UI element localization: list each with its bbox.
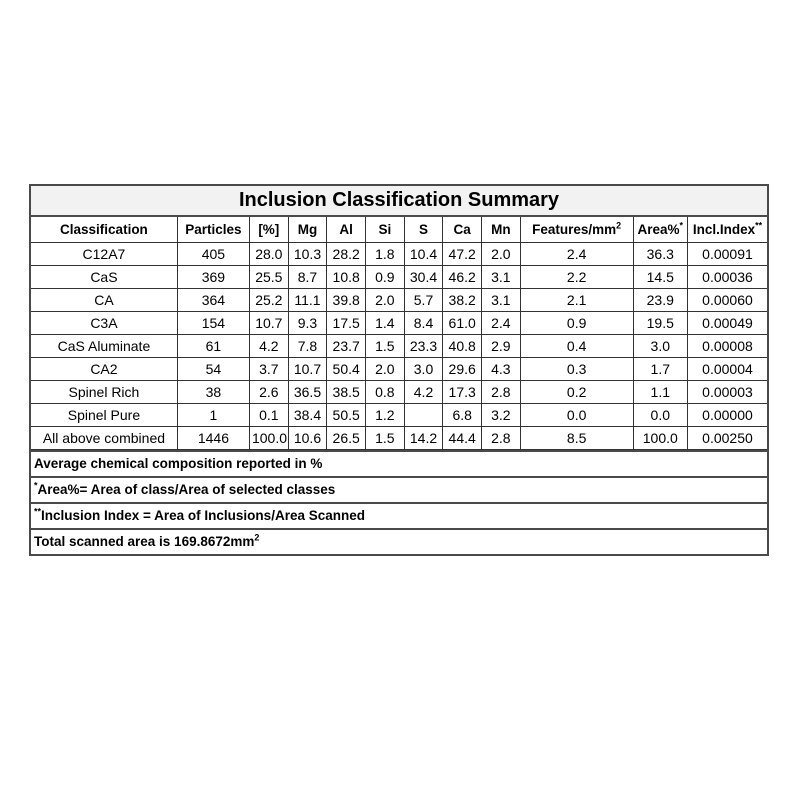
cell-mn: 3.1 — [482, 289, 521, 312]
cell-mn: 2.0 — [482, 243, 521, 266]
cell-si: 1.2 — [366, 404, 405, 427]
cell-si: 2.0 — [366, 289, 405, 312]
cell-si: 1.4 — [366, 312, 405, 335]
cell-percent: 25.5 — [249, 266, 288, 289]
header-incl-mark: ** — [755, 220, 763, 231]
cell-classification: CA — [31, 289, 177, 312]
cell-ca: 47.2 — [443, 243, 482, 266]
cell-incl-index: 0.00036 — [687, 266, 767, 289]
cell-al: 50.4 — [327, 358, 366, 381]
cell-percent: 2.6 — [249, 381, 288, 404]
cell-incl-index: 0.00008 — [687, 335, 767, 358]
inclusion-summary-table — [29, 184, 769, 556]
cell-incl-index: 0.00003 — [687, 381, 767, 404]
cell-area-percent: 36.3 — [633, 243, 687, 266]
cell-area-percent: 1.1 — [633, 381, 687, 404]
cell-classification: Spinel Pure — [31, 404, 177, 427]
header-ca: Ca — [443, 217, 482, 243]
cell-s: 8.4 — [404, 312, 443, 335]
cell-particles: 1446 — [177, 427, 249, 450]
notes-section — [31, 450, 767, 554]
cell-si: 1.8 — [366, 243, 405, 266]
cell-particles: 61 — [177, 335, 249, 358]
header-incl-index — [687, 217, 767, 243]
cell-s: 14.2 — [404, 427, 443, 450]
cell-area-percent: 23.9 — [633, 289, 687, 312]
cell-s: 3.0 — [404, 358, 443, 381]
cell-ca: 38.2 — [443, 289, 482, 312]
header-features-label: Features/mm — [532, 222, 617, 237]
cell-si: 0.8 — [366, 381, 405, 404]
cell-mg: 9.3 — [288, 312, 327, 335]
cell-features-per-mm2: 2.2 — [520, 266, 633, 289]
table-row — [31, 312, 767, 335]
cell-si: 1.5 — [366, 427, 405, 450]
table-row — [31, 381, 767, 404]
cell-classification: Spinel Rich — [31, 381, 177, 404]
cell-al: 38.5 — [327, 381, 366, 404]
classification-grid — [31, 217, 767, 450]
cell-area-percent: 3.0 — [633, 335, 687, 358]
cell-mg: 38.4 — [288, 404, 327, 427]
cell-percent: 28.0 — [249, 243, 288, 266]
note-area-text: Area%= Area of class/Area of selected classes — [37, 482, 336, 497]
header-si: Si — [366, 217, 405, 243]
cell-features-per-mm2: 0.3 — [520, 358, 633, 381]
cell-ca: 17.3 — [443, 381, 482, 404]
cell-si: 0.9 — [366, 266, 405, 289]
cell-s: 10.4 — [404, 243, 443, 266]
cell-mn: 3.2 — [482, 404, 521, 427]
cell-s: 5.7 — [404, 289, 443, 312]
header-s: S — [404, 217, 443, 243]
cell-classification: CaS — [31, 266, 177, 289]
cell-mn: 3.1 — [482, 266, 521, 289]
cell-ca: 46.2 — [443, 266, 482, 289]
cell-al: 17.5 — [327, 312, 366, 335]
cell-percent: 0.1 — [249, 404, 288, 427]
cell-ca: 29.6 — [443, 358, 482, 381]
table-row — [31, 243, 767, 266]
cell-incl-index: 0.00091 — [687, 243, 767, 266]
header-area-label: Area% — [637, 222, 680, 237]
cell-area-percent: 1.7 — [633, 358, 687, 381]
cell-particles: 38 — [177, 381, 249, 404]
table-title: Inclusion Classification Summary — [31, 186, 767, 217]
note-incl-index — [31, 502, 767, 528]
cell-mn: 2.4 — [482, 312, 521, 335]
note-total-area — [31, 528, 767, 554]
header-classification: Classification — [31, 217, 177, 243]
cell-particles: 154 — [177, 312, 249, 335]
table-body — [31, 243, 767, 450]
cell-mg: 10.3 — [288, 243, 327, 266]
cell-incl-index: 0.00004 — [687, 358, 767, 381]
header-mn: Mn — [482, 217, 521, 243]
cell-area-percent: 0.0 — [633, 404, 687, 427]
header-features — [520, 217, 633, 243]
cell-al: 28.2 — [327, 243, 366, 266]
header-al: Al — [327, 217, 366, 243]
header-features-superscript: 2 — [616, 220, 622, 231]
cell-mg: 8.7 — [288, 266, 327, 289]
cell-percent: 4.2 — [249, 335, 288, 358]
cell-incl-index: 0.00250 — [687, 427, 767, 450]
cell-classification: CaS Aluminate — [31, 335, 177, 358]
note-total-text: Total scanned area is 169.8672mm — [34, 534, 255, 549]
header-area — [633, 217, 687, 243]
cell-incl-index: 0.00060 — [687, 289, 767, 312]
cell-mg: 10.6 — [288, 427, 327, 450]
table-row — [31, 266, 767, 289]
table-row — [31, 358, 767, 381]
cell-particles: 369 — [177, 266, 249, 289]
cell-s: 30.4 — [404, 266, 443, 289]
cell-ca: 44.4 — [443, 427, 482, 450]
header-particles: Particles — [177, 217, 249, 243]
cell-si: 1.5 — [366, 335, 405, 358]
cell-mg: 11.1 — [288, 289, 327, 312]
cell-particles: 405 — [177, 243, 249, 266]
cell-mg: 7.8 — [288, 335, 327, 358]
cell-al: 39.8 — [327, 289, 366, 312]
cell-percent: 25.2 — [249, 289, 288, 312]
note-area-mark: * — [34, 480, 38, 491]
cell-area-percent: 14.5 — [633, 266, 687, 289]
table-row — [31, 404, 767, 427]
cell-percent: 100.0 — [249, 427, 288, 450]
note-area — [31, 476, 767, 502]
header-mg: Mg — [288, 217, 327, 243]
note-incl-text: Inclusion Index = Area of Inclusions/Area Scanned — [41, 508, 365, 523]
cell-classification: C12A7 — [31, 243, 177, 266]
cell-particles: 1 — [177, 404, 249, 427]
cell-particles: 364 — [177, 289, 249, 312]
cell-s: 4.2 — [404, 381, 443, 404]
cell-s: 23.3 — [404, 335, 443, 358]
cell-classification: All above combined — [31, 427, 177, 450]
header-percent: [%] — [249, 217, 288, 243]
cell-mn: 4.3 — [482, 358, 521, 381]
cell-al: 50.5 — [327, 404, 366, 427]
cell-si: 2.0 — [366, 358, 405, 381]
cell-area-percent: 100.0 — [633, 427, 687, 450]
table-row — [31, 335, 767, 358]
header-incl-label: Incl.Index — [692, 222, 756, 237]
cell-features-per-mm2: 0.0 — [520, 404, 633, 427]
cell-ca: 61.0 — [443, 312, 482, 335]
cell-features-per-mm2: 0.2 — [520, 381, 633, 404]
cell-s — [404, 404, 443, 427]
cell-al: 10.8 — [327, 266, 366, 289]
cell-mg: 36.5 — [288, 381, 327, 404]
cell-mn: 2.8 — [482, 381, 521, 404]
header-row — [31, 217, 767, 243]
cell-percent: 3.7 — [249, 358, 288, 381]
cell-features-per-mm2: 2.1 — [520, 289, 633, 312]
cell-mn: 2.8 — [482, 427, 521, 450]
cell-classification: C3A — [31, 312, 177, 335]
cell-features-per-mm2: 8.5 — [520, 427, 633, 450]
cell-mg: 10.7 — [288, 358, 327, 381]
cell-features-per-mm2: 2.4 — [520, 243, 633, 266]
cell-incl-index: 0.00049 — [687, 312, 767, 335]
cell-al: 23.7 — [327, 335, 366, 358]
cell-features-per-mm2: 0.4 — [520, 335, 633, 358]
cell-features-per-mm2: 0.9 — [520, 312, 633, 335]
cell-particles: 54 — [177, 358, 249, 381]
cell-ca: 6.8 — [443, 404, 482, 427]
note-total-superscript: 2 — [254, 532, 260, 543]
cell-ca: 40.8 — [443, 335, 482, 358]
cell-incl-index: 0.00000 — [687, 404, 767, 427]
cell-mn: 2.9 — [482, 335, 521, 358]
cell-classification: CA2 — [31, 358, 177, 381]
note-incl-mark: ** — [34, 506, 42, 517]
header-area-mark: * — [679, 220, 684, 231]
cell-area-percent: 19.5 — [633, 312, 687, 335]
table-row — [31, 427, 767, 450]
cell-percent: 10.7 — [249, 312, 288, 335]
cell-al: 26.5 — [327, 427, 366, 450]
table-row — [31, 289, 767, 312]
note-average: Average chemical composition reported in % — [31, 450, 767, 476]
